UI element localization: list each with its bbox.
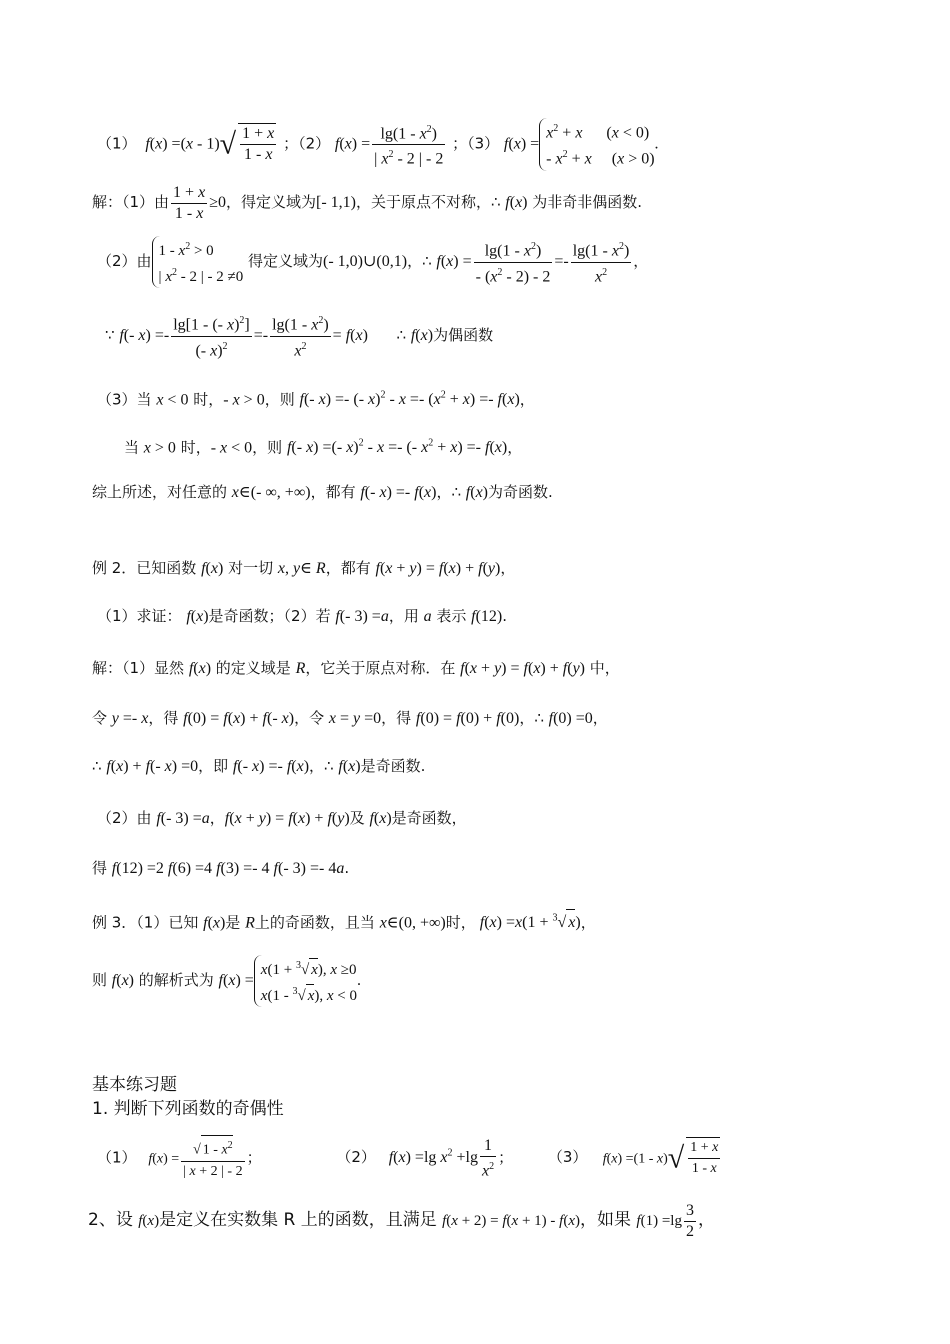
- example-2-solution-5: 得 f(12) =2 f(6) =4 f(3) =- 4 f(- 3) =- 4a.: [92, 859, 350, 877]
- exercise-1-title: 1. 判断下列函数的奇偶性: [92, 1099, 284, 1119]
- exercise-2: 2、设 f(x)是定义在实数集 R 上的函数，且满足 f(x + 2) = f(x + 1) - f(x)，如果 f(1) =lg $\frac{3}{2}$ ，: [88, 1201, 715, 1240]
- example-2-solution-2: 令 y =- x，得 f(0) = f(x) + f(- x)，令 x = y =0，得 f(0) = f(0) + f(0)，∴ f(0) =0，: [92, 709, 608, 727]
- example-2: 例 2．已知函数 f(x) 对一切 x, y∈ R，都有 f(x + y) = f(x) + f(y)，: [92, 559, 516, 577]
- solution-1: 解：（1）由 $\frac{1 + x}{1 - x}$ ≥0，得定义域为[- 1,1)，关于原点不对称，∴ f(x) 为非奇非偶函数.: [92, 183, 643, 222]
- example-2-solution-4: （2）由 f(- 3) =a，f(x + y) = f(x) + f(y)及 f(x)是奇函数，: [97, 809, 467, 827]
- exercise-1-items: （1） f(x) = $\frac{√ 1 - x^2}{| x + 2 | - 2}$ ； （2） f(x) =lg $x^2 +\lg$ $\frac{1}{x^2}$ ； （3） f(x) =(1 - x)√ $\frac{1 + x}{1 - x}$: [97, 1136, 719, 1179]
- problem-line-1: （1） f(x) =(x - 1)√ $\frac{1 + x}{1 - x}$ ；（2） f(x) = $\frac{\lg(1 - x^2)}{| x^2 - 2 | - 2}$ ；（3） f(x) = $x^2 + x$ (x < 0) - $x^2 + x$ (x > 0) .: [97, 118, 659, 168]
- section-title: 基本练习题: [92, 1075, 177, 1095]
- solution-3-conclusion: 综上所述，对任意的 x∈(- ∞, +∞)，都有 f(- x) =- f(x)，∴ f(x)为奇函数.: [92, 483, 553, 501]
- solution-3a: （3）当 x < 0 时，- x > 0，则 f(- x) =- (- $x)^2 - x =- (x^2 + x) =- f(x)$，: [97, 390, 535, 409]
- example-3: 例 3．（1）已知 f(x)是 R上的奇函数，且当 x∈(0, +∞)时， f(x) =x(1 + $^3$√ x)，: [92, 906, 596, 936]
- example-2-solution-1: 解：（1）显然 f(x) 的定义域是 R，它关于原点对称．在 f(x + y) = f(x) + f(y) 中，: [92, 659, 620, 677]
- solution-3b: 当 x > 0 时，- x < 0，则 f(- x) =(- x)$^2$ - x =- (- $x^2 + x) =- f(x)$，: [124, 438, 523, 457]
- example-2-solution-3: ∴ f(x) + f(- x) =0，即 f(- x) =- f(x)，∴ f(x)是奇函数.: [92, 757, 426, 775]
- solution-2: （2）由 $1 - x^2 > 0$ | $x^2 - 2$ | - 2 ≠0 得定义域为(- 1,0)∪(0,1)，∴ f(x) = $\frac{\lg(1 - x^2)}{- (x^2 - 2) - 2}$ =- $\frac{\lg(1 - x^2)}{x^2}$ ，: [97, 236, 648, 288]
- example-3-answer: 则 f(x) 的解析式为 f(x) = x(1 + $^3$√ x), x ≥0 x(1 - $^3$√ x), x < 0 .: [92, 950, 361, 1011]
- example-2-questions: （1）求证： f(x)是奇函数；（2）若 f(- 3) =a，用 a 表示 f(12).: [97, 607, 508, 625]
- solution-2-even: ∵ f(- x) =- $\frac{\lg[1 - (- x)^2]}{(- x)^2}$ =- $\frac{\lg(1 - x^2)}{x^2}$ = f(x) ∴ f(x)为偶函数: [105, 310, 493, 361]
